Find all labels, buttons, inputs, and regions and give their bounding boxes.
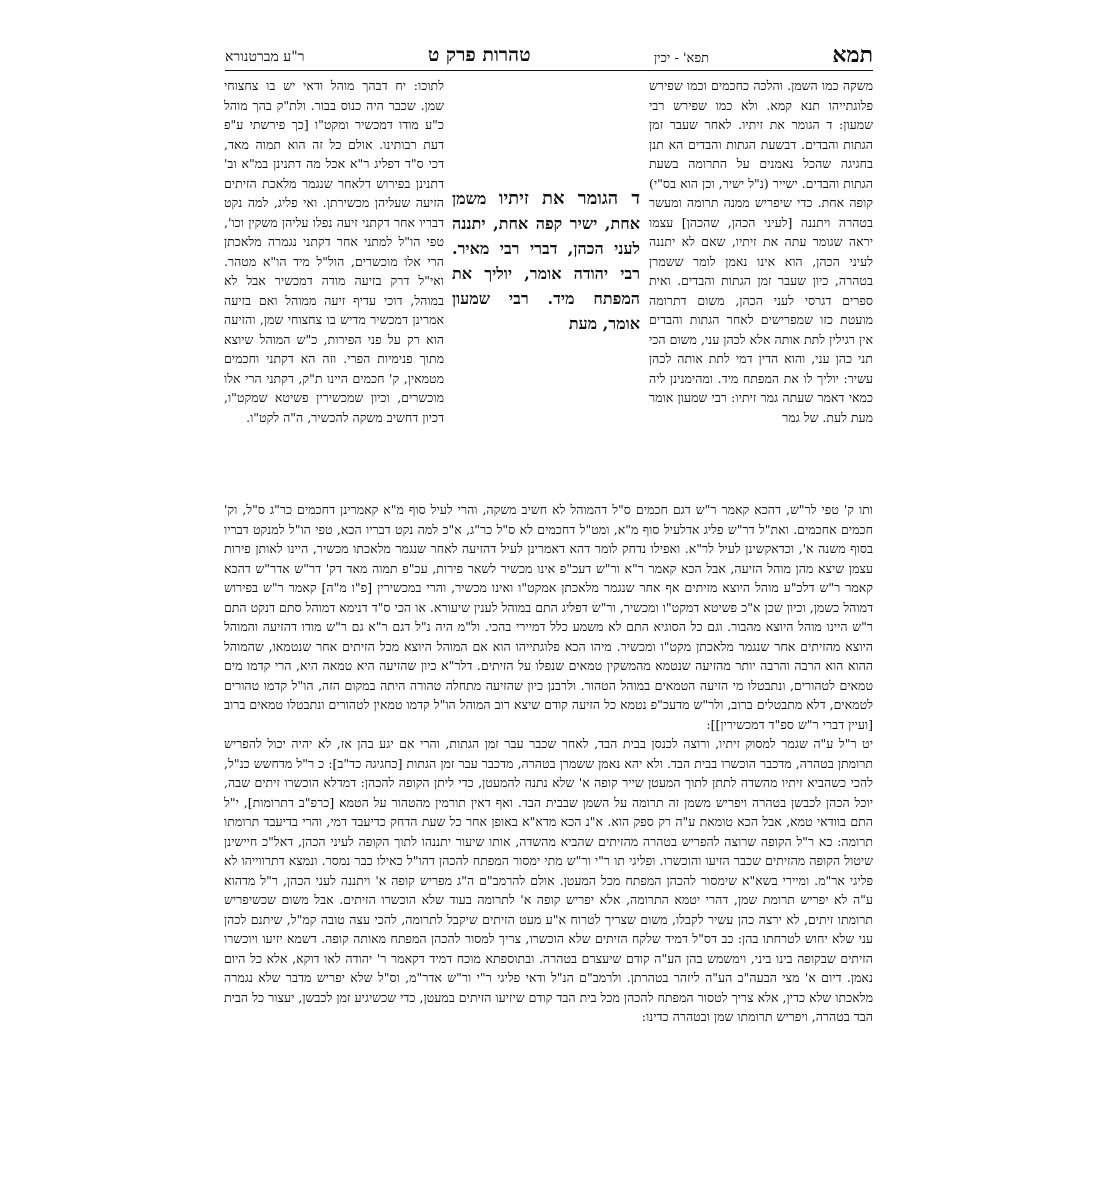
full-width-commentary xyxy=(224,500,873,1027)
tiferet-text: לתוכו: יח דבהך מוהל ודאי יש בו צחצוחי שמן. שכבר היה כנוס בבור. ולת"ק בהך מוהל כ"ע מודו דמכשיר ומקט"ו [כך פירשתי ע"פ דעת רבותינו. אולם כל זה הוא תמוה מאד, דכי ס"ד דפליג ר"א אכל מה דתנינן במ"א וב' דתנינן בפירוש דלאחר שנגמר מלאכת הזיתים הזיעה שעליהן מכשירתן. ואי פליג, למה נקט דבריו אחר דקתני זיעה נפלו עליהן משקין וכו', טפי הו"ל למתני אחר דקתני נגמרה מלאכתן הרי אלו מוכשרים, הול"ל מיד הו"א מטהר. ואי"ל דרק בזיעה מודה דמכשיר אבל לא במוהל, דוכי עדיף זיעה ממוהל ואם בזיעה אמרינן דמכשיר מדיש בו צחצוחי שמן, והזיעה הוא רק על פני הפירות, כ"ש המוהל שיוצא מתוך פנימיות הפרי. וזה הא דקתני וחכמים מטמאין, ק' חכמים היינו ת"ק, דקתני הרי אלו מוכשרים, וכיון שמכשירין פשיטא שמקט"ו, דכיון דחשיב משקה להכשיר, ה"ה לקט"ו. xyxy=(224,78,444,425)
mishnah-body: משמן אחת, ישיר קפה אחת, יתננה לעני הכהן, דברי רבי מאיר. רבי יהודה אומר, יוליך את המפתח מיד. רבי שמעון אומר, מעת xyxy=(452,189,640,333)
mishnah-text-block xyxy=(452,186,640,336)
bartenura-column xyxy=(649,76,873,427)
running-header xyxy=(225,40,873,71)
bartenura-text: משקה כמו השמן. והלכה כחכמים וכמו שפירש פלוגתייהו תנא קמא. ולא כמו שפירש רבי שמעון: ד הגומר את זיתיו. לאחר שעבר זמן הגתות והבדים. דבשעת הגתות והבדים הא תנן בחגיגה שהכל נאמנים על התרומה בשעת הגתות והבדים. ישייר (נ"ל ישיר, וכן הוא בס"י) קופה אחת. כדי שיפריש ממנה תרומה ומעשר בטהרה ויתננה [לעיני הכהן, שהכהן] עצמו יראה שגומר עתה את זיתיו, שאם לא יתננה לעיני הכהן, הוא אינו נאמן לומר ששמרן בטהרה, כיון שעבר זמן הגתות והבדים. ואית ספרים דגרסי לעני הכהן, משום דתרומה מועטת כזו שמפרישים לאחר הגתות והבדים אין רגילין לתת אותה אלא לכהן עני, משום הכי תני כהן עני, והוא הדין דמי לתת אותה לכהן עשיר: יוליך לו את המפתח מיד. ומהימנינן ליה כמאי דאמר שעתה גמר זיתיו: רבי שמעון אומר מעת לעת. של גמר xyxy=(649,78,873,425)
chapter-title: טהרות פרק ט xyxy=(427,44,531,66)
bartenura-title: ר"ע מברטנורא xyxy=(225,49,305,65)
mishnah-lead: ד הגומר את זיתיו xyxy=(498,188,640,209)
commentary-paragraph-1: ותו ק' טפי לר"ש, דהכא קאמר ר"ש דגם חכמים ס"ל דהמוהל לא חשיב משקה, והרי לעיל סוף מ"א קאמרינן דחכמים כר"ג ס"ל, וק' חכמים אחכמים. ואת"ל דר"ש פליג אדלעיל סוף מ"א, ומט"ל דחכמים לא ס"ל כר"ג, א"כ למה נקט דבריו הכא, טפי הו"ל למנקט דבריו בסוף משנה א', וכדאקשינן לעיל לר"א. ואפילו נדחק לומר דהא דאמרינן לעיל דהזיעה לאחר שנגמר מלאכתו מכשיר, היינו לאותן פירות עצמן שיצא מהן מוהל הזיעה, אבל הכא קאמר ר"א ור"ש דעכ"פ אינו מכשיר לשאר פירות, עכ"פ תמוה מאד דק' דר"ש אדר"ש דהכא קאמר ר"ש דלכ"ע מוהל היוצא מזיתים אף אחר שנגמר מלאכתן אמקט"ו ואינו מכשיר, והרי במכשירין [פ"ו מ"ה] קאמר ר"ש בפירוש דמוהל כשמן, וכיון שכן א"כ פשיטא דמקט"ו ומכשיר, ור"ש דפליג התם במוהל לענין שיעורא. או הכי ס"ד דנימא דמוהל סתם דנקט התם ר"ש היינו מוהל היוצא מהבור. וגם כל הסוגיא התם לא משמע כלל דמיירי בהכי. ול"מ היה נ"ל דגם ר"א גם ר"ש מודו דהזיעה והמוהל היוצא מהזיתים אחר שנגמר מלאכתן מקט"ו ומכשיר. מיהו הכא פלוגתייהו הוא אם המוהל היוצא מכל הזיתים אחר שנטמאו, שהמוהל ההוא הוא הרבה והרבה יותר מהזיעה שנטמא מהמשקין טמאים שנפלו על הזיתים. דלר"א כיון שהזיעה היא טמאה היא, הרי קדמו מים טמאים לטהורים, ונתבטלו מי הזיעה הטמאים במוהל הטהור. ולרבנן כיון שהזיעה מתחלה טהורה היתה במקום הזה, הו"ל קדמו טהורים לטמאים, דלא מתבטלים ברוב, ולר"ש מדעכ"פ נטמא כל הזיעה קודם שיצא רוב המוהל הו"ל קדמו טמאין לטהורים ונתבטלו טמאים ברוב [ועיין דברי ר"ש ספ"ד דמכשירין]]: xyxy=(224,502,873,732)
folio-number: תמא xyxy=(832,42,873,68)
tiferet-title: תפא' - יכין xyxy=(653,51,710,66)
tiferet-column xyxy=(224,76,444,427)
commentary-paragraph-2: יט ר"ל ע"ה שגמר למסוק זיתיו, ורוצה לכנסן בבית הבד, לאחר שכבר עבר זמן הגתות, והרי אם יגע בהן אז, לא יהיה יכול להפריש תרומתן בטהרה, מדכבר הוכשרו בבית הבד. ולא יהא נאמן ששמרן בטהרה, מדכבר עבר זמן הגתות [כחגיגה כד"ב]: כ ר"ל מדחשש כנ"ל, להכי כשהביא זיתיו מהשדה לתתן לתוך המעטן שייר קופה א' שלא נתנה להמעטן, כדי ליתן הקופה להכהן: דמדלא הוכשרו זיתים שבה, יוכל הכהן לכבשן בטהרה ויפריש משמן זה תרומה על השמן שבבית הבד. ואף דאין תורמין מהטהור על הטמא [כרפ"ב דתרומות], י"ל התם בוודאי טמא, אבל הכא טומאת ע"ה רק ספק הוא. א"נ הכא מדא"א באופן אחר כל שעת הדחק כדיעבד דמי, והרי בדיעבד תרומתו תרומה: כא ר"ל הקופה שרוצה להפריש בטהרה מהזיתים שהביא מהשדה, אותו שיעור יתננהו לתוך הקופה לעיני הכהן, דאל"כ חיישינן שיטול הקופה מהזיתים שכבר הזיעו והוכשרו. ופליגי תו ר"י ור"ש מתי ימסור המפתח להכהן דהו"ל כאילו כבר נמסר. ונמצא דתרווייהו לא פליגי אר"מ. ומיירי בשא"א שימסור להכהן המפתח מכל המעטן. אולם להרמב"ם ה"ג מפריש קופה א' ויתננה לעני הכהן, ר"ל מדהוא ע"ה לא יפריש תרומת שמן, דהרי יטמא התרומה, אלא יפריש קופה א' לתרומה בעוד שלא הוכשרו הזיתים. אבל משום שכשיפריש תרומתו זיתים, לא ירצה כהן עשיר לקבלו, משום שצריך לטרוח א"ע מעט הזיתים שיקבל לתרומה, להכי עצה טובה קמ"ל, שיתנם לכהן עני שלא יחוש לטרחתו בהן: כב דס"ל דמיד שלקח הזיתים שלא הוכשרו, צריך למסור להכהן המפתח מאותה קופה. דשמא יזיעו ויוכשרו הזיתים שבקופה בינו ביני, וימשמש בהן הע"ה קודם שיעצרם בטהרה. ובתוספתא מוכח דמיד דקאמר ר' יהודה לאו דוקא, אלא כל היום נאמן. דיום א' מצי הבעה"ב הע"ה ליזהר בטהרתן. ולרמב"ם הנ"ל ודאי פליגי ר"י ור"ש אדר"מ, וס"ל שלא יפריש מדבר שלא נגמרה מלאכתו שלא כדין, אלא צריך לטסור המפתח להכהן מכל בית הבד קודם שיזיעו הזיתים במעטן, כדי שכשיגיע זמן לכבשן, יעצור כל הבית הבד בטהרה, ויפריש תרומתו שמן ובטהרה כדינו: xyxy=(224,736,873,1024)
